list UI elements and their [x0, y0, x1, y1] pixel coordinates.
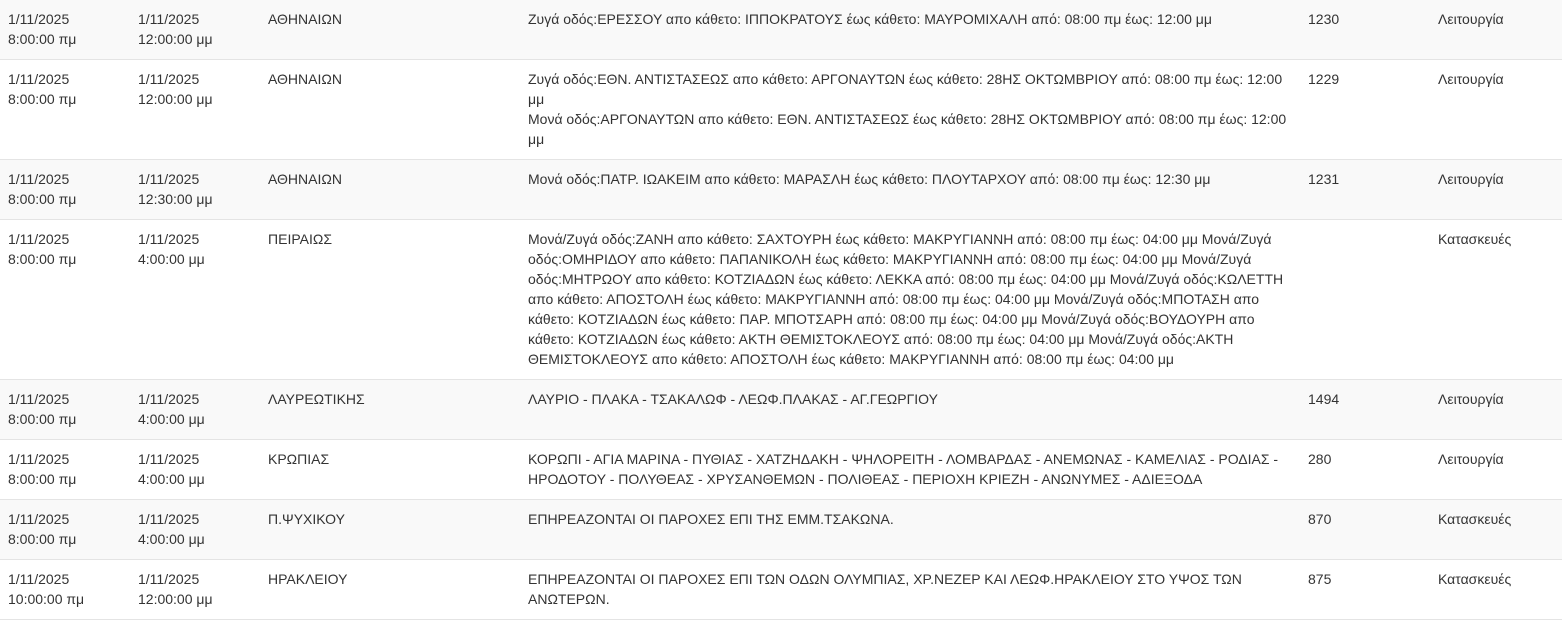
start-datetime-cell — [0, 0, 130, 60]
end-date: 1/11/2025 — [138, 571, 200, 587]
start-date: 1/11/2025 — [8, 571, 70, 587]
end-date: 1/11/2025 — [138, 11, 200, 27]
end-time: 12:00:00 μμ — [138, 91, 213, 107]
description-cell — [520, 500, 1300, 560]
start-date: 1/11/2025 — [8, 391, 70, 407]
reason-cell: Κατασκευές — [1430, 560, 1562, 620]
end-date: 1/11/2025 — [138, 451, 200, 467]
end-date: 1/11/2025 — [138, 71, 200, 87]
start-date: 1/11/2025 — [8, 171, 70, 187]
table-row — [0, 380, 1562, 440]
table-row — [0, 500, 1562, 560]
table-row — [0, 220, 1562, 380]
start-datetime-cell — [0, 440, 130, 500]
end-datetime-cell — [130, 500, 260, 560]
table-row — [0, 560, 1562, 620]
start-time: 8:00:00 πμ — [8, 31, 77, 47]
description-line: κάθετο: ΚΟΤΖΙΑΔΩΝ έως κάθετο: ΑΚΤΗ ΘΕΜΙΣΤΟΚΛΕΟΥΣ από: 08:00 πμ έως: 04:00 μμ Μονά/Ζυγά οδός:ΑΚΤΗ — [528, 331, 1234, 347]
start-time: 10:00:00 πμ — [8, 591, 85, 607]
description-line: απο κάθετο: ΑΠΟΣΤΟΛΗ έως κάθετο: ΜΑΚΡΥΓΙΑΝΝΗ από: 08:00 πμ έως: 04:00 μμ Μονά/Ζυγά οδός:ΜΠΟΤΑΣΗ απο — [528, 291, 1260, 307]
reason-cell: Κατασκευές — [1430, 500, 1562, 560]
start-date: 1/11/2025 — [8, 511, 70, 527]
area-cell: ΑΘΗΝΑΙΩΝ — [260, 0, 520, 60]
start-datetime-cell — [0, 560, 130, 620]
description-cell — [520, 560, 1300, 620]
number-cell: 870 — [1300, 500, 1430, 560]
table-row — [0, 60, 1562, 160]
description-line: οδός:ΜΗΤΡΩΟΥ απο κάθετο: ΚΟΤΖΙΑΔΩΝ έως κάθετο: ΛΕΚΚΑ από: 08:00 πμ έως: 04:00 μμ Μονά/Ζυγά οδός:ΚΩΛΕΤΤΗ — [528, 271, 1284, 287]
description-line: οδός:ΟΜΗΡΙΔΟΥ απο κάθετο: ΠΑΠΑΝΙΚΟΛΗ έως κάθετο: ΜΑΚΡΥΓΙΑΝΝΗ από: 08:00 πμ έως: 04:00 μμ Μονά/Ζυγά — [528, 251, 1252, 267]
start-date: 1/11/2025 — [8, 231, 70, 247]
area-cell: ΑΘΗΝΑΙΩΝ — [260, 60, 520, 160]
description-line: Ζυγά οδός:ΕΘΝ. ΑΝΤΙΣΤΑΣΕΩΣ απο κάθετο: ΑΡΓΟΝΑΥΤΩΝ έως κάθετο: 28ΗΣ ΟΚΤΩΜΒΡΙΟΥ από: 08:00 πμ έως: 12:00 μμ — [528, 71, 1283, 107]
description-line: ΛΑΥΡΙΟ - ΠΛΑΚΑ - ΤΣΑΚΑΛΩΦ - ΛΕΩΦ.ΠΛΑΚΑΣ - ΑΓ.ΓΕΩΡΓΙΟΥ — [528, 391, 938, 407]
end-datetime-cell — [130, 440, 260, 500]
area-cell: ΚΡΩΠΙΑΣ — [260, 440, 520, 500]
start-datetime-cell — [0, 60, 130, 160]
description-line: ΚΟΡΩΠΙ - ΑΓΙΑ ΜΑΡΙΝΑ - ΠΥΘΙΑΣ - ΧΑΤΖΗΔΑΚΗ - ΨΗΛΟΡΕΙΤΗ - ΛΟΜΒΑΡΔΑΣ - ΑΝΕΜΩΝΑΣ - ΚΑΜΕΛΙΑΣ - ΡΟΔΙΑΣ - — [528, 451, 1279, 467]
number-cell — [1300, 220, 1430, 380]
description-line: ΘΕΜΙΣΤΟΚΛΕΟΥΣ απο κάθετο: ΑΠΟΣΤΟΛΗ έως κάθετο: ΜΑΚΡΥΓΙΑΝΝΗ από: 08:00 πμ έως: 04:00 μμ — [528, 351, 1174, 367]
description-line: κάθετο: ΚΟΤΖΙΑΔΩΝ έως κάθετο: ΠΑΡ. ΜΠΟΤΣΑΡΗ από: 08:00 πμ έως: 04:00 μμ Μονά/Ζυγά οδός:ΒΟΥΔΟΥΡΗ απο — [528, 311, 1255, 327]
start-date: 1/11/2025 — [8, 71, 70, 87]
reason-cell: Λειτουργία — [1430, 160, 1562, 220]
end-time: 12:00:00 μμ — [138, 31, 213, 47]
reason-cell: Λειτουργία — [1430, 440, 1562, 500]
start-datetime-cell — [0, 380, 130, 440]
reason-cell: Λειτουργία — [1430, 60, 1562, 160]
end-date: 1/11/2025 — [138, 231, 200, 247]
area-cell: ΛΑΥΡΕΩΤΙΚΗΣ — [260, 380, 520, 440]
description-line: ΕΠΗΡΕΑΖΟΝΤΑΙ ΟΙ ΠΑΡΟΧΕΣ ΕΠΙ ΤΩΝ ΟΔΩΝ ΟΛΥΜΠΙΑΣ, ΧΡ.ΝΕΖΕΡ ΚΑΙ ΛΕΩΦ.ΗΡΑΚΛΕΙΟΥ ΣΤΟ ΥΨΟΣ ΤΩΝ ΑΝΩΤΕΡΩΝ. — [528, 571, 1242, 607]
description-line: Ζυγά οδός:ΕΡΕΣΣΟΥ απο κάθετο: ΙΠΠΟΚΡΑΤΟΥΣ έως κάθετο: ΜΑΥΡΟΜΙΧΑΛΗ από: 08:00 πμ έως: 12:00 μμ — [528, 11, 1212, 27]
end-datetime-cell — [130, 220, 260, 380]
end-datetime-cell — [130, 0, 260, 60]
end-time: 4:00:00 μμ — [138, 411, 205, 427]
area-cell: ΠΕΙΡΑΙΩΣ — [260, 220, 520, 380]
start-time: 8:00:00 πμ — [8, 91, 77, 107]
number-cell: 280 — [1300, 440, 1430, 500]
description-cell — [520, 220, 1300, 380]
number-cell: 875 — [1300, 560, 1430, 620]
start-datetime-cell — [0, 220, 130, 380]
end-time: 4:00:00 μμ — [138, 471, 205, 487]
number-cell: 1494 — [1300, 380, 1430, 440]
description-line: ΕΠΗΡΕΑΖΟΝΤΑΙ ΟΙ ΠΑΡΟΧΕΣ ΕΠΙ ΤΗΣ ΕΜΜ.ΤΣΑΚΩΝΑ. — [528, 511, 894, 527]
start-time: 8:00:00 πμ — [8, 471, 77, 487]
start-datetime-cell — [0, 500, 130, 560]
end-date: 1/11/2025 — [138, 171, 200, 187]
start-time: 8:00:00 πμ — [8, 411, 77, 427]
description-line: Μονά οδός:ΑΡΓΟΝΑΥΤΩΝ απο κάθετο: ΕΘΝ. ΑΝΤΙΣΤΑΣΕΩΣ έως κάθετο: 28ΗΣ ΟΚΤΩΜΒΡΙΟΥ από: 08:00 πμ έως: 12:00 μμ — [528, 111, 1287, 147]
start-date: 1/11/2025 — [8, 451, 70, 467]
description-line: ΗΡΟΔΟΤΟΥ - ΠΟΛΥΘΕΑΣ - ΧΡΥΣΑΝΘΕΜΩΝ - ΠΟΛΙΘΕΑΣ - ΠΕΡΙΟΧΗ ΚΡΙΕΖΗ - ΑΝΩΝΥΜΕΣ - ΑΔΙΕΞΟΔΑ — [528, 471, 1203, 487]
area-cell: ΗΡΑΚΛΕΙΟΥ — [260, 560, 520, 620]
description-cell — [520, 0, 1300, 60]
end-time: 12:00:00 μμ — [138, 591, 213, 607]
end-time: 4:00:00 μμ — [138, 531, 205, 547]
table-row — [0, 0, 1562, 60]
end-time: 4:00:00 μμ — [138, 251, 205, 267]
start-time: 8:00:00 πμ — [8, 191, 77, 207]
description-line: Μονά/Ζυγά οδός:ΖΑΝΗ απο κάθετο: ΣΑΧΤΟΥΡΗ έως κάθετο: ΜΑΚΡΥΓΙΑΝΝΗ από: 08:00 πμ έως: 04:00 μμ Μονά/Ζυγά — [528, 231, 1272, 247]
end-date: 1/11/2025 — [138, 391, 200, 407]
number-cell: 1231 — [1300, 160, 1430, 220]
description-cell — [520, 440, 1300, 500]
description-cell — [520, 60, 1300, 160]
end-datetime-cell — [130, 60, 260, 160]
number-cell: 1229 — [1300, 60, 1430, 160]
start-time: 8:00:00 πμ — [8, 251, 77, 267]
number-cell: 1230 — [1300, 0, 1430, 60]
end-time: 12:30:00 μμ — [138, 191, 213, 207]
reason-cell: Κατασκευές — [1430, 220, 1562, 380]
description-line: Μονά οδός:ΠΑΤΡ. ΙΩΑΚΕΙΜ απο κάθετο: ΜΑΡΑΣΛΗ έως κάθετο: ΠΛΟΥΤΑΡΧΟΥ από: 08:00 πμ έως: 12:30 μμ — [528, 171, 1211, 187]
end-datetime-cell — [130, 160, 260, 220]
area-cell: Π.ΨΥΧΙΚΟΥ — [260, 500, 520, 560]
start-time: 8:00:00 πμ — [8, 531, 77, 547]
start-date: 1/11/2025 — [8, 11, 70, 27]
table-row — [0, 160, 1562, 220]
end-datetime-cell — [130, 560, 260, 620]
start-datetime-cell — [0, 160, 130, 220]
description-cell — [520, 380, 1300, 440]
description-cell — [520, 160, 1300, 220]
area-cell: ΑΘΗΝΑΙΩΝ — [260, 160, 520, 220]
table-row — [0, 440, 1562, 500]
end-datetime-cell — [130, 380, 260, 440]
end-date: 1/11/2025 — [138, 511, 200, 527]
reason-cell: Λειτουργία — [1430, 380, 1562, 440]
reason-cell: Λειτουργία — [1430, 0, 1562, 60]
